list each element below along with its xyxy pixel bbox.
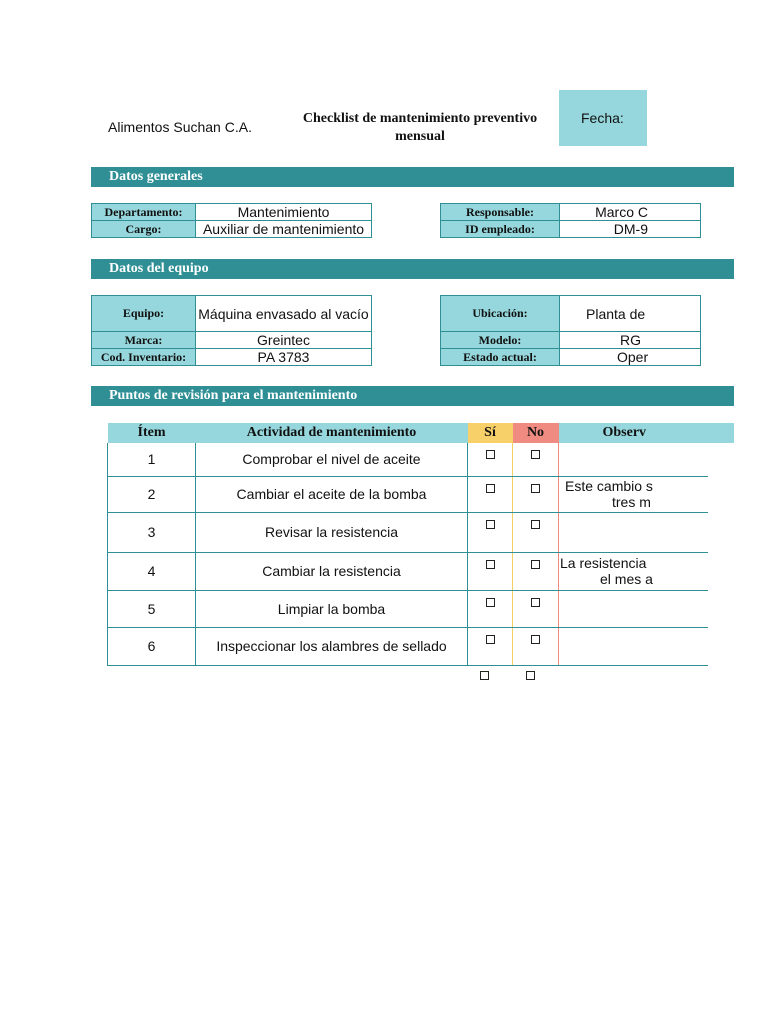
checkbox-icon[interactable] bbox=[531, 484, 540, 493]
inventory-code-value[interactable]: PA 3783 bbox=[196, 349, 372, 366]
row-item-number: 2 bbox=[108, 476, 196, 512]
row-observation[interactable] bbox=[559, 590, 708, 627]
yes-cell bbox=[468, 627, 513, 665]
row-item-number: 5 bbox=[108, 590, 196, 627]
checkbox-icon[interactable] bbox=[531, 598, 540, 607]
current-status-value[interactable]: Oper bbox=[560, 349, 701, 366]
brand-label: Marca: bbox=[92, 332, 196, 349]
header-no: No bbox=[513, 423, 559, 443]
general-left-table bbox=[91, 203, 372, 238]
checkbox-icon[interactable] bbox=[526, 671, 535, 680]
yes-cell bbox=[468, 443, 513, 476]
row-observation[interactable]: Este cambio s tres m bbox=[559, 476, 708, 512]
checkbox-icon[interactable] bbox=[480, 671, 489, 680]
no-cell bbox=[513, 512, 559, 552]
checklist-container bbox=[107, 423, 653, 693]
header-item: Ítem bbox=[108, 423, 196, 443]
checkbox-icon[interactable] bbox=[486, 520, 495, 529]
equipment-value[interactable]: Máquina envasado al vacío bbox=[196, 296, 372, 332]
checkbox-icon[interactable] bbox=[531, 520, 540, 529]
no-cell bbox=[513, 476, 559, 512]
checkbox-icon[interactable] bbox=[486, 560, 495, 569]
employee-id-value[interactable]: DM-9 bbox=[560, 221, 701, 238]
location-value[interactable]: Planta de bbox=[560, 296, 701, 332]
checklist-table bbox=[107, 423, 708, 666]
row-observation[interactable] bbox=[559, 512, 708, 552]
yes-cell bbox=[468, 476, 513, 512]
row-observation[interactable]: La resistencia el mes a bbox=[559, 552, 708, 590]
section-title-review: Puntos de revisión para el mantenimiento bbox=[109, 388, 358, 403]
equipment-left-table bbox=[91, 295, 372, 366]
table-row bbox=[108, 552, 708, 590]
responsible-label: Responsable: bbox=[441, 204, 560, 221]
checkbox-icon[interactable] bbox=[486, 450, 495, 459]
no-cell bbox=[513, 627, 559, 665]
table-row bbox=[108, 512, 708, 552]
no-cell bbox=[513, 590, 559, 627]
checkbox-icon[interactable] bbox=[486, 484, 495, 493]
row-item-number: 3 bbox=[108, 512, 196, 552]
position-value[interactable]: Auxiliar de mantenimiento bbox=[196, 221, 372, 238]
row-activity: Comprobar el nivel de aceite bbox=[196, 443, 468, 476]
inventory-code-label: Cod. Inventario: bbox=[92, 349, 196, 366]
row-activity: Inspeccionar los alambres de sellado bbox=[196, 627, 468, 665]
section-bar-review bbox=[91, 386, 734, 406]
model-label: Modelo: bbox=[441, 332, 560, 349]
yes-cell bbox=[468, 552, 513, 590]
table-row bbox=[108, 627, 708, 665]
row-activity: Revisar la resistencia bbox=[196, 512, 468, 552]
general-right-table bbox=[440, 203, 701, 238]
yes-cell bbox=[468, 590, 513, 627]
row-activity: Cambiar la resistencia bbox=[196, 552, 468, 590]
no-cell bbox=[513, 552, 559, 590]
date-label: Fecha: bbox=[581, 110, 624, 126]
no-cell bbox=[513, 443, 559, 476]
yes-cell bbox=[468, 512, 513, 552]
document-title: Checklist de mantenimiento preventivo mensual bbox=[302, 111, 538, 144]
section-title-equipment: Datos del equipo bbox=[109, 261, 209, 276]
company-name: Alimentos Suchan C.A. bbox=[108, 119, 252, 135]
header-yes: Sí bbox=[468, 423, 513, 443]
section-title-general: Datos generales bbox=[109, 169, 203, 184]
brand-value[interactable]: Greintec bbox=[196, 332, 372, 349]
row-activity: Limpiar la bomba bbox=[196, 590, 468, 627]
row-item-number: 4 bbox=[108, 552, 196, 590]
row-activity: Cambiar el aceite de la bomba bbox=[196, 476, 468, 512]
checkbox-icon[interactable] bbox=[486, 598, 495, 607]
header-activity: Actividad de mantenimiento bbox=[196, 423, 468, 443]
row-observation[interactable] bbox=[559, 443, 708, 476]
responsible-value[interactable]: Marco C bbox=[560, 204, 701, 221]
equipment-label: Equipo: bbox=[92, 296, 196, 332]
current-status-label: Estado actual: bbox=[441, 349, 560, 366]
department-label: Departamento: bbox=[92, 204, 196, 221]
header-observations: Observ bbox=[559, 423, 708, 443]
location-label: Ubicación: bbox=[441, 296, 560, 332]
checkbox-icon[interactable] bbox=[486, 635, 495, 644]
equipment-right-table bbox=[440, 295, 701, 366]
table-row bbox=[108, 476, 708, 512]
employee-id-label: ID empleado: bbox=[441, 221, 560, 238]
model-value[interactable]: RG bbox=[560, 332, 701, 349]
position-label: Cargo: bbox=[92, 221, 196, 238]
table-row bbox=[108, 443, 708, 476]
checkbox-icon[interactable] bbox=[531, 635, 540, 644]
row-item-number: 1 bbox=[108, 443, 196, 476]
row-observation[interactable] bbox=[559, 627, 708, 665]
table-row bbox=[108, 590, 708, 627]
checkbox-icon[interactable] bbox=[531, 450, 540, 459]
row-item-number: 6 bbox=[108, 627, 196, 665]
department-value[interactable]: Mantenimiento bbox=[196, 204, 372, 221]
checkbox-icon[interactable] bbox=[531, 560, 540, 569]
section-bar-equipment bbox=[91, 259, 734, 279]
section-bar-general bbox=[91, 167, 734, 187]
